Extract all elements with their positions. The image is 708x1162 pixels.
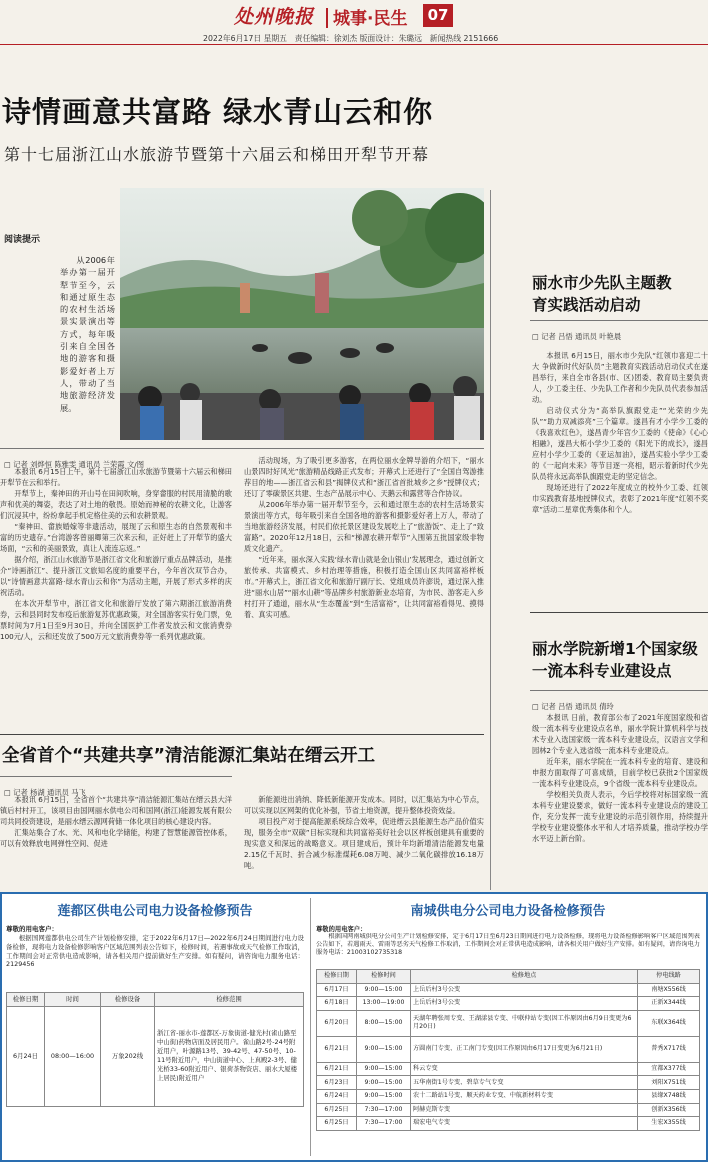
pioneer-paragraph: 启动仪式分为“高举队旗跟党走”“光荣的少先队”“助力双减添亮”三个篇章。遂昌有才小学少工委的《我喜欢红色》，遂昌青少年宫少工委的《使命》《心心相融》，遂昌大柘小学少工委的《阳光下的成长》，遂昌应村小学少工委的《亚运加油》，遂昌实验小学少工委的《一起向未来》等节目逐一亮相，昭示着新时代少先队员将永远高举队旗跟党走的坚定信念。 xyxy=(532,406,708,481)
notice-right xyxy=(316,898,700,1156)
lead-paragraph: 本报讯 6月15日上午，第十七届浙江山水旅游节暨第十六届云和梯田开犁节在云和举行。 xyxy=(0,467,232,487)
lead-paragraph: 从2006年举办第一届开犁节至今，云和通过原生态的农村生活场景实景演出等方式，每年吸引来自全国各地的游客和摄影爱好者上万人，带动了当地旅游经济发展，村民们依托景区建设发展吃上了“旅游饭”、走上了“致富路”。2020年12月18日，云和“梯源农耕开犁节”入围第五批国家级非物质文化遗产。 xyxy=(244,500,484,553)
notice-left-title: 莲都区供电公司电力设备检修预告 xyxy=(57,904,253,919)
table-cell: 生宏X355线 xyxy=(638,1117,700,1131)
notice-right-body: 根据国网南城供电分公司生产计划检修安排，定于6月17日至6月23日期间进行电力设备检修，现将电力设备检修影响客户区域范围列表公告如下，若遇雨天、雷雨等恶劣天气检修工作取消，工作期间会对正常供电造成影响，请各相关用户做好生产安排。如有疑问，请咨询电力服务电话：21003102735318 xyxy=(316,933,700,957)
lead-paragraph: 在本次开犁节中，浙江省文化和旅游厅发放了第六期浙江旅游消费券，云和县同时发布疫后旅游复苏优惠政策，对全国游客实行免门票，免票时间为7月1日至9月30日，并向全国医护工作者发放云和文旅消费券100元/人，云和还发放了500万元文旅消费券等一系列优惠政策。 xyxy=(0,599,232,641)
energy-paragraph: 本报讯 6月15日，全省首个“共建共享”清洁能源汇集站在缙云县大洋镇后村村开工，该项目由国网丽水供电公司和国网(浙江)能源发展有限公司共同投资建设，是丽水缙云源网荷储一体化项目的核心建设内容。 xyxy=(0,795,232,826)
table-cell: 6月20日 xyxy=(317,1010,357,1036)
college-body xyxy=(532,712,708,890)
table-row xyxy=(317,1036,700,1062)
table-header: 停电线路 xyxy=(638,970,700,984)
table-cell: 县缘X748线 xyxy=(638,1089,700,1103)
notice-left-body: 根据国网莲都供电公司生产计划检修安排，定于2022年6月17日—2022年6月24日期间进行电力设备检修，现将电力设备检修影响客户区域范围列表公告如下，检修时间，若遇事故或天气检修工作取消，工作期间会对正常供电造成影响，请各相关用户提前做好生产安排。如有疑问，请咨询电力服务电话：2129456 xyxy=(6,934,304,969)
table-header: 检修日期 xyxy=(7,993,45,1007)
table-cell: 6月24日 xyxy=(7,1006,45,1106)
table-cell: 创新X356线 xyxy=(638,1103,700,1117)
college-paragraph: 本报讯 日前，教育部公布了2021年度国家级和省级一流本科专业建设点名单，丽水学院计算机科学与技术专业入选国家级一流本科专业建设点，汉语言文学和园林2个专业入选省级一流本科专业建设点。 xyxy=(532,713,708,755)
table-cell: 13:00—19:00 xyxy=(357,997,411,1011)
energy-column-1 xyxy=(0,794,232,890)
masthead-meta: 2022年6月17日 星期五 责任编辑：徐刘杰 版面设计：朱璐远 新闻热线 2151666 xyxy=(203,34,499,43)
table-cell: 7:30—17:00 xyxy=(357,1103,411,1117)
lead-column-2 xyxy=(244,455,484,699)
section-name: 城事·民生 xyxy=(333,9,408,29)
table-cell: 8:00—15:00 xyxy=(357,1010,411,1036)
table-cell: 9:00—15:00 xyxy=(357,1076,411,1090)
lead-photo xyxy=(120,188,484,440)
pioneer-paragraph: 现场还进行了2022年度成立的校外少工委、红领巾实践教育基地授牌仪式，表彰了2021年度“红领不奖章”活动二星章优秀集体和个人。 xyxy=(532,483,708,514)
college-byline: □ 记者 吕悟 通讯员 倩玲 xyxy=(532,702,614,711)
table-cell: 东联X364线 xyxy=(638,1010,700,1036)
table-cell: 宜都X377线 xyxy=(638,1062,700,1076)
table-row xyxy=(317,1089,700,1103)
pioneer-byline: □ 记者 吕悟 通讯员 叶艳晨 xyxy=(532,332,622,341)
table-cell: 上岳后村3号公变 xyxy=(411,983,638,997)
table-header: 检修日期 xyxy=(317,970,357,984)
table-cell: 农十二路站1号变、顺天药业专变、中航新材料专变 xyxy=(411,1089,638,1103)
energy-byline: □ 记者 杨湖 通讯员 马飞 xyxy=(4,788,86,797)
table-cell: 6月25日 xyxy=(317,1117,357,1131)
lead-paragraph: 据介绍，浙江山水旅游节是浙江省文化和旅游厅重点品牌活动，是推介“诗画浙江”、提升浙江文旅知名度的重要平台，今年首次双节合办，以“诗情画意共富路·绿水青山云和你”为活动主题，开展了形式多样的庆祝活动。 xyxy=(0,555,232,597)
page-number: 07 xyxy=(423,4,453,27)
lead-byline: □ 记者 刘烨恒 陈雅雯 通讯员 兰荣霞 文/图 xyxy=(4,460,145,469)
table-cell: 6月21日 xyxy=(317,1062,357,1076)
table-cell: 6月18日 xyxy=(317,997,357,1011)
notice-right-salutation: 尊敬的用电客户： xyxy=(316,926,367,933)
college-paragraph: 学校相关负责人表示，今后学校将对标国家级一流本科专业建设要求，做好一流本科专业建设点的建设工作，充分发挥一流专业建设的示范引领作用，持续提升学校专业建设整体水平和人才培养质量，推动学校办学水平迈上新台阶。 xyxy=(532,790,708,843)
table-row xyxy=(317,1062,700,1076)
lead-subtitle: 第十七届浙江山水旅游节暨第十六届云和梯田开犁节开幕 xyxy=(4,145,430,164)
table-cell: 正新X344线 xyxy=(638,997,700,1011)
pioneer-paragraph: 本报讯 6月15日，丽水市少先队“红领巾喜迎二十大 争做新时代好队员”主题教育实践活动启动仪式在遂昌举行，来自全市各县(市、区)团委、教育局主要负责人，少工委主任、少先队工作者和少先队员代表参加活动。 xyxy=(532,351,708,404)
table-row xyxy=(317,1103,700,1117)
table-row xyxy=(317,997,700,1011)
table-header: 检修地点 xyxy=(411,970,638,984)
notice-left-table xyxy=(6,992,304,1107)
table-cell: 南塘X556线 xyxy=(638,983,700,997)
lead-paragraph: 开犁节上，秦神田的开山号在田间吹响，身穿畲服的村民用清脆的歌声和优美的舞姿，表达了对土地的敬畏。原始而神秘的农耕文化，让游客们沉浸其中，纷纷拿起手机定格住美的云和农耕景观。 xyxy=(0,489,232,520)
energy-headline: 全省首个“共建共享”清洁能源汇集站在缙云开工 xyxy=(2,746,376,766)
energy-paragraph: 汇集站集合了水、光、风和电化学储能，构建了智慧能源管控体系，可以有效释放电网弹性空间、促进 xyxy=(0,828,232,848)
table-cell: 浙江省-丽水市-莲都区-万象街道-健光村(雀山路至中山街)药物店面及居民用户。雀山路2号-24号附近用户，叶源路13号、39-42号、47-50号、10-11号附近用户，中山街道中心、上真殿2-3号、健光桥33-60附近用户、银荷茶物资店、丽水大厦楼上居民)附近用户 xyxy=(155,1006,304,1106)
table-cell: 天湖年聘张周专变、王湖漾县专变、中联仲站专变(因工作原因由6月9日变更为6月20日) xyxy=(411,1010,638,1036)
table-cell: 五华南街1号专变、碧草专气专变 xyxy=(411,1076,638,1090)
energy-paragraph: 项目投产对于提高能源系统综合效率，促进缙云县能源生态产品价值实现，服务全市“双碳”目标实现和共同富裕美好社会以区样板创建具有重要的现实意义和深远的战略意义。项目建成后，预计年均新增清洁能源发电量2.15亿千瓦时、折合减少标准煤耗6.08万吨、减少二氧化碳排放16.18万吨。 xyxy=(244,817,484,870)
table-header: 检修时间 xyxy=(357,970,411,984)
reading-tips xyxy=(0,232,118,413)
table-header: 时间 xyxy=(45,993,101,1007)
table-row xyxy=(317,983,700,997)
table-row xyxy=(317,1076,700,1090)
table-cell: 6月21日 xyxy=(317,1036,357,1062)
table-cell: 普秀X717线 xyxy=(638,1036,700,1062)
table-cell: 9:00—15:00 xyxy=(357,1062,411,1076)
pioneer-story xyxy=(532,272,708,316)
table-cell: 9:00—15:00 xyxy=(357,1089,411,1103)
table-row xyxy=(317,1117,700,1131)
table-cell: 上岳后村3号公变 xyxy=(411,997,638,1011)
table-cell: 6月25日 xyxy=(317,1103,357,1117)
table-cell: 刘阳X751线 xyxy=(638,1076,700,1090)
table-cell: 6月23日 xyxy=(317,1076,357,1090)
lead-paragraph: “秦神田、畲族婚嫁等非遗活动，展现了云和原生态的自然景观和丰富的历史遗存。”台湾游客曾丽卿第三次来云和，正好赶上了开犁节的盛大场面，“云和的美丽景致，真让人流连忘返。” xyxy=(0,522,232,553)
table-cell: 08:00—16:00 xyxy=(45,1006,101,1106)
table-cell: 6月17日 xyxy=(317,983,357,997)
lead-column-1 xyxy=(0,466,232,699)
notice-right-table xyxy=(316,969,700,1131)
lead-headline: 诗情画意共富路 绿水青山云和你 xyxy=(2,95,434,129)
table-cell: 6月24日 xyxy=(317,1089,357,1103)
college-headline: 丽水学院新增1个国家级一流本科专业建设点 xyxy=(532,640,698,680)
reading-tips-text: 从2006年举办第一届开犁节至今，云和通过原生态的农村生活场景实景演出等方式，每年吸引来自全国各地的游客和摄影爱好者上万人，带动了当地旅游经济发展。 xyxy=(60,255,115,413)
table-header: 检修范围 xyxy=(155,993,304,1007)
table-cell: 万象202线 xyxy=(101,1006,155,1106)
table-cell: 阿赫克斯专变 xyxy=(411,1103,638,1117)
table-cell: 瑞宏电气专变 xyxy=(411,1117,638,1131)
reading-tips-heading: 阅读提示 xyxy=(4,235,41,245)
table-row xyxy=(317,1010,700,1036)
notice-right-title: 南城供电分公司电力设备检修预告 xyxy=(410,904,606,919)
energy-column-2 xyxy=(244,794,484,890)
table-header: 检修设备 xyxy=(101,993,155,1007)
table-cell: 7:30—17:00 xyxy=(357,1117,411,1131)
pioneer-headline: 丽水市少先队主题教育实践活动启动 xyxy=(532,274,672,314)
energy-paragraph: 新能源进出消纳、降低新能源开发成本。同时，以汇集站为中心节点，可以实现以区网架的优化补强，节省土地资源，提升整体投资效益。 xyxy=(244,795,484,815)
lead-paragraph: “近年来，丽水深入实践‘绿水青山就是金山银山’发展理念，通过创新文旅传承、共富模式、乡村治理等措施，积极打造全国山区共同富裕样板市。”开幕式上，浙江省文化和旅游厅副厅长、党组成员许澎说，通过深入推进“丽水山居”“丽水山耕”等品牌乡村旅游新业态培育，为市民、游客走入乡村打开了通道，丽水从“生态覆盖”到“生活富裕”，让共同富裕看得见、摸得着、真实可感。 xyxy=(244,555,484,619)
masthead xyxy=(0,0,708,44)
notice-left xyxy=(6,898,304,1156)
table-cell: 9:00—15:00 xyxy=(357,983,411,997)
table-row xyxy=(7,1006,304,1106)
lead-paragraph: 活动现场，为了吸引更多游客，在两位丽水金牌导游的介绍下，“丽水山景四时好风光”旅游精品线路正式发布；开幕式上还进行了“全国自驾游推荐目的地——浙江省云和县”揭牌仪式和“浙江省首批城乡之乡”授牌仪式；还订了零碳景区共建、生态产品展示中心、天鹅云和露营等合作协议。 xyxy=(244,456,484,498)
table-cell: 科云专变 xyxy=(411,1062,638,1076)
notice-left-salutation: 尊敬的用电客户： xyxy=(6,925,58,933)
table-cell: 9:00—15:00 xyxy=(357,1036,411,1062)
pioneer-body xyxy=(532,350,708,600)
paper-logo: 处州晚报 xyxy=(234,6,315,28)
college-paragraph: 近年来，丽水学院在一流本科专业的培育、建设和申报方面取得了可喜成绩，目前学校已获批2个国家级一流本科专业建设点，9个省级一流本科专业建设点。 xyxy=(532,757,708,788)
table-cell: 方圆南门专变、正工南门专变(因工作原因由6月17日变更为6月21日) xyxy=(411,1036,638,1062)
